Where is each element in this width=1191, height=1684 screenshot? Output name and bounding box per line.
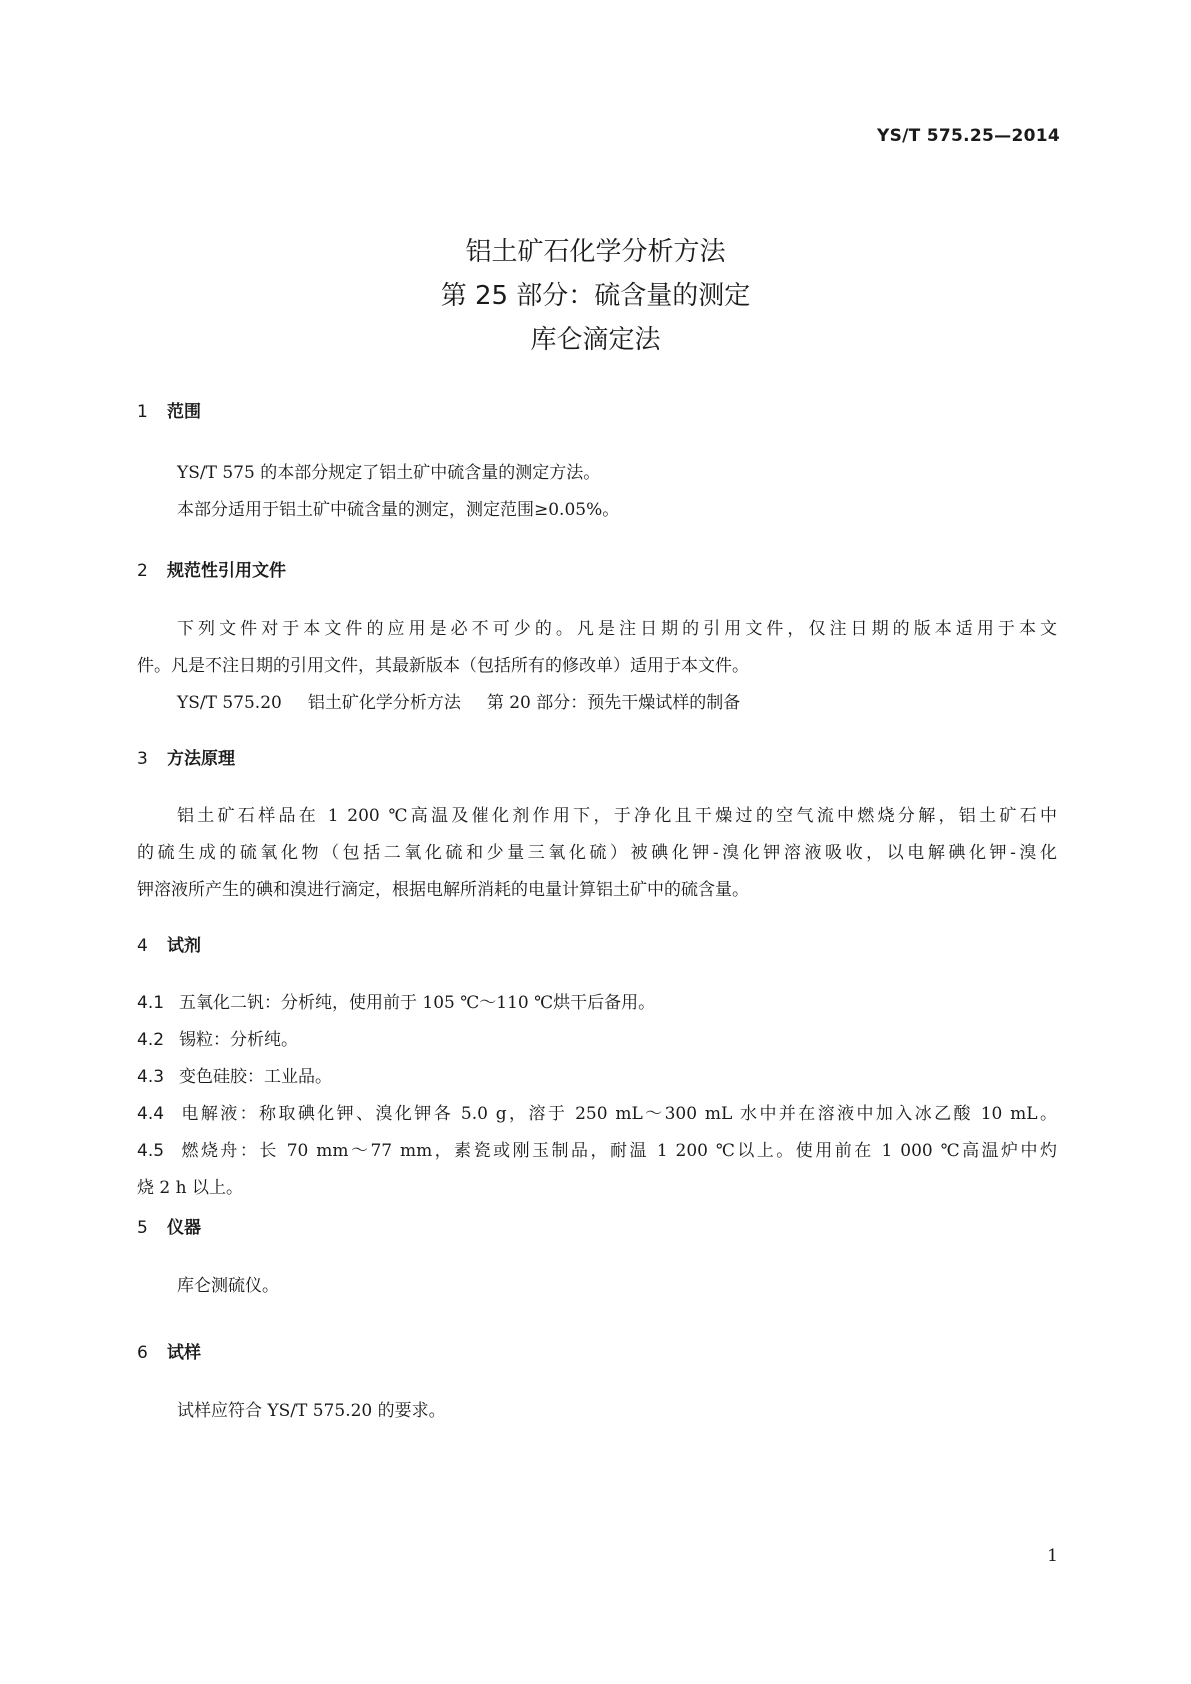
reference-code: YS/T 575.20	[177, 693, 282, 713]
title-line-3: 库仑滴定法	[530, 325, 661, 355]
document-title	[0, 230, 1191, 362]
page-number: 1	[1047, 1546, 1058, 1566]
section-2-heading	[137, 556, 286, 581]
section-6-body	[137, 1393, 1057, 1430]
section-number: 1	[137, 402, 148, 422]
paragraph-line: 下列文件对于本文件的应用是必不可少的。凡是注日期的引用文件，仅注日期的版本适用于本文	[177, 619, 1057, 639]
section-2-body	[137, 611, 1057, 722]
section-number: 3	[137, 749, 148, 769]
section-1-heading	[137, 397, 201, 422]
paragraph-line: 的硫生成的硫氧化物（包括二氧化硫和少量三氧化硫）被碘化钾-溴化钾溶液吸收，以电解碘化钾-溴化	[137, 843, 1057, 863]
paragraph-line: 铝土矿石样品在 1 200 ℃高温及催化剂作用下，于净化且干燥过的空气流中燃烧分解，铝土矿石中	[177, 806, 1057, 826]
section-title: 试剂	[167, 936, 201, 956]
normative-reference	[137, 685, 1057, 722]
paragraph: 本部分适用于铝土矿中硫含量的测定，测定范围≥0.05%。	[177, 500, 620, 520]
list-item: 4.2 锡粒：分析纯。	[137, 1030, 298, 1050]
section-number: 6	[137, 1343, 148, 1363]
section-4-heading	[137, 931, 201, 956]
list-item: 4.4 电解液：称取碘化钾、溴化钾各 5.0 g，溶于 250 mL～300 mL 水中并在溶液中加入冰乙酸 10 mL。	[137, 1104, 1057, 1124]
list-item: 4.5 燃烧舟：长 70 mm～77 mm，素瓷或刚玉制品，耐温 1 200 ℃以上。使用前在 1 000 ℃高温炉中灼	[137, 1141, 1057, 1161]
section-title: 规范性引用文件	[167, 561, 286, 581]
section-title: 试样	[167, 1343, 201, 1363]
title-line-2: 第 25 部分：硫含量的测定	[440, 281, 751, 311]
section-title: 仪器	[167, 1218, 201, 1238]
section-3-body	[137, 798, 1057, 909]
section-5-body	[137, 1268, 1057, 1305]
paragraph: YS/T 575 的本部分规定了铝土矿中硫含量的测定方法。	[177, 463, 601, 483]
section-title: 范围	[167, 402, 201, 422]
paragraph: 试样应符合 YS/T 575.20 的要求。	[177, 1401, 446, 1421]
section-title: 方法原理	[167, 749, 235, 769]
list-item-continuation: 烧 2 h 以上。	[137, 1178, 243, 1198]
paragraph-line: 件。凡是不注日期的引用文件，其最新版本（包括所有的修改单）适用于本文件。	[137, 656, 749, 676]
list-item: 4.1 五氧化二钒：分析纯，使用前于 105 ℃～110 ℃烘干后备用。	[137, 993, 656, 1013]
reagent-list	[137, 985, 1057, 1207]
section-number: 4	[137, 936, 148, 956]
section-1-body	[137, 455, 1057, 529]
standard-code: YS/T 575.25—2014	[877, 126, 1060, 146]
list-item: 4.3 变色硅胶：工业品。	[137, 1067, 332, 1087]
section-number: 5	[137, 1218, 148, 1238]
reference-title: 铝土矿化学分析方法	[307, 693, 461, 713]
title-line-1: 铝土矿石化学分析方法	[465, 237, 726, 267]
section-3-heading	[137, 744, 235, 769]
section-5-heading	[137, 1213, 201, 1238]
paragraph: 库仑测硫仪。	[177, 1276, 279, 1296]
section-6-heading	[137, 1338, 201, 1363]
paragraph-line: 钾溶液所产生的碘和溴进行滴定，根据电解所消耗的电量计算铝土矿中的硫含量。	[137, 880, 749, 900]
reference-part: 第 20 部分：预先干燥试样的制备	[486, 693, 741, 713]
section-number: 2	[137, 561, 148, 581]
